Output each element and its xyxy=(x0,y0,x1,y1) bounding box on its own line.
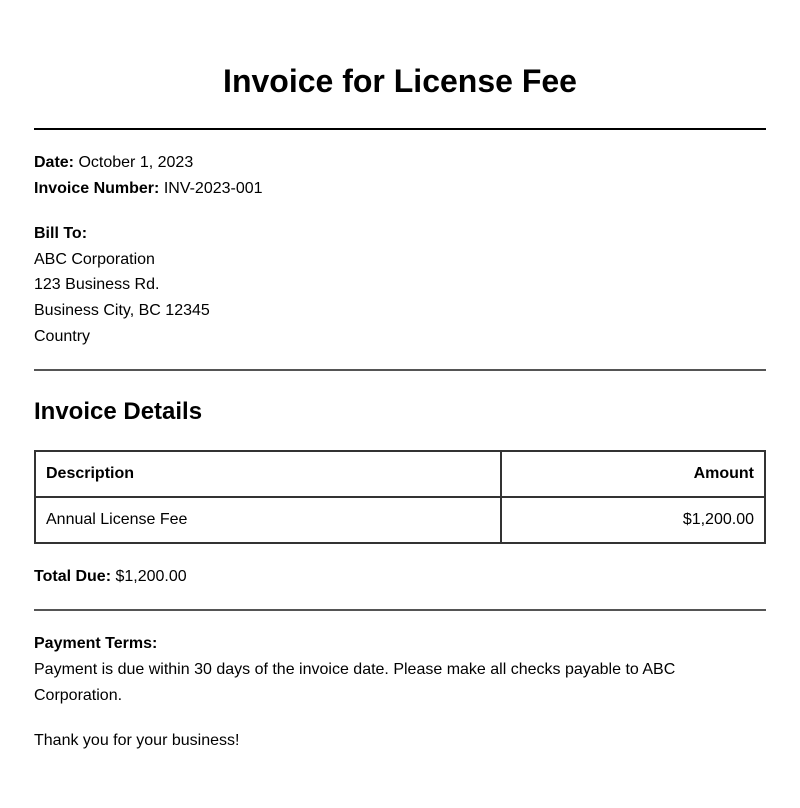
date-line xyxy=(34,153,193,173)
invoice-number-line xyxy=(34,179,263,199)
payment-terms-text: Payment is due within 30 days of the invoice date. Please make all checks payable to ABC Corporation. xyxy=(34,661,676,704)
row-description: Annual License Fee xyxy=(35,497,501,543)
closing-message: Thank you for your business! xyxy=(34,732,240,749)
invoice-details-table xyxy=(34,450,766,544)
column-header-amount: Amount xyxy=(501,451,765,497)
table-header-row xyxy=(35,451,765,497)
bill-to-city: Business City, BC 12345 xyxy=(34,302,210,319)
payment-terms-label: Payment Terms: xyxy=(34,635,158,652)
total-due-label: Total Due: xyxy=(34,568,112,585)
bill-to-company: ABC Corporation xyxy=(34,251,155,268)
table-row xyxy=(35,497,765,543)
header-divider xyxy=(34,128,766,130)
invoice-number-label: Invoice Number: xyxy=(34,180,160,197)
bill-to-street: 123 Business Rd. xyxy=(34,276,160,293)
invoice-details-heading: Invoice Details xyxy=(34,398,203,425)
invoice-number-value: INV-2023-001 xyxy=(163,180,263,197)
page-title: Invoice for License Fee xyxy=(223,63,577,99)
bill-to-country: Country xyxy=(34,328,91,345)
row-amount: $1,200.00 xyxy=(501,497,765,543)
total-due-value: $1,200.00 xyxy=(115,568,187,585)
total-divider xyxy=(34,609,766,611)
total-due-line xyxy=(34,567,187,587)
column-header-description: Description xyxy=(35,451,501,497)
bill-to-label: Bill To: xyxy=(34,225,88,242)
date-value: October 1, 2023 xyxy=(78,154,194,171)
bill-to-divider xyxy=(34,369,766,371)
date-label: Date: xyxy=(34,154,75,171)
